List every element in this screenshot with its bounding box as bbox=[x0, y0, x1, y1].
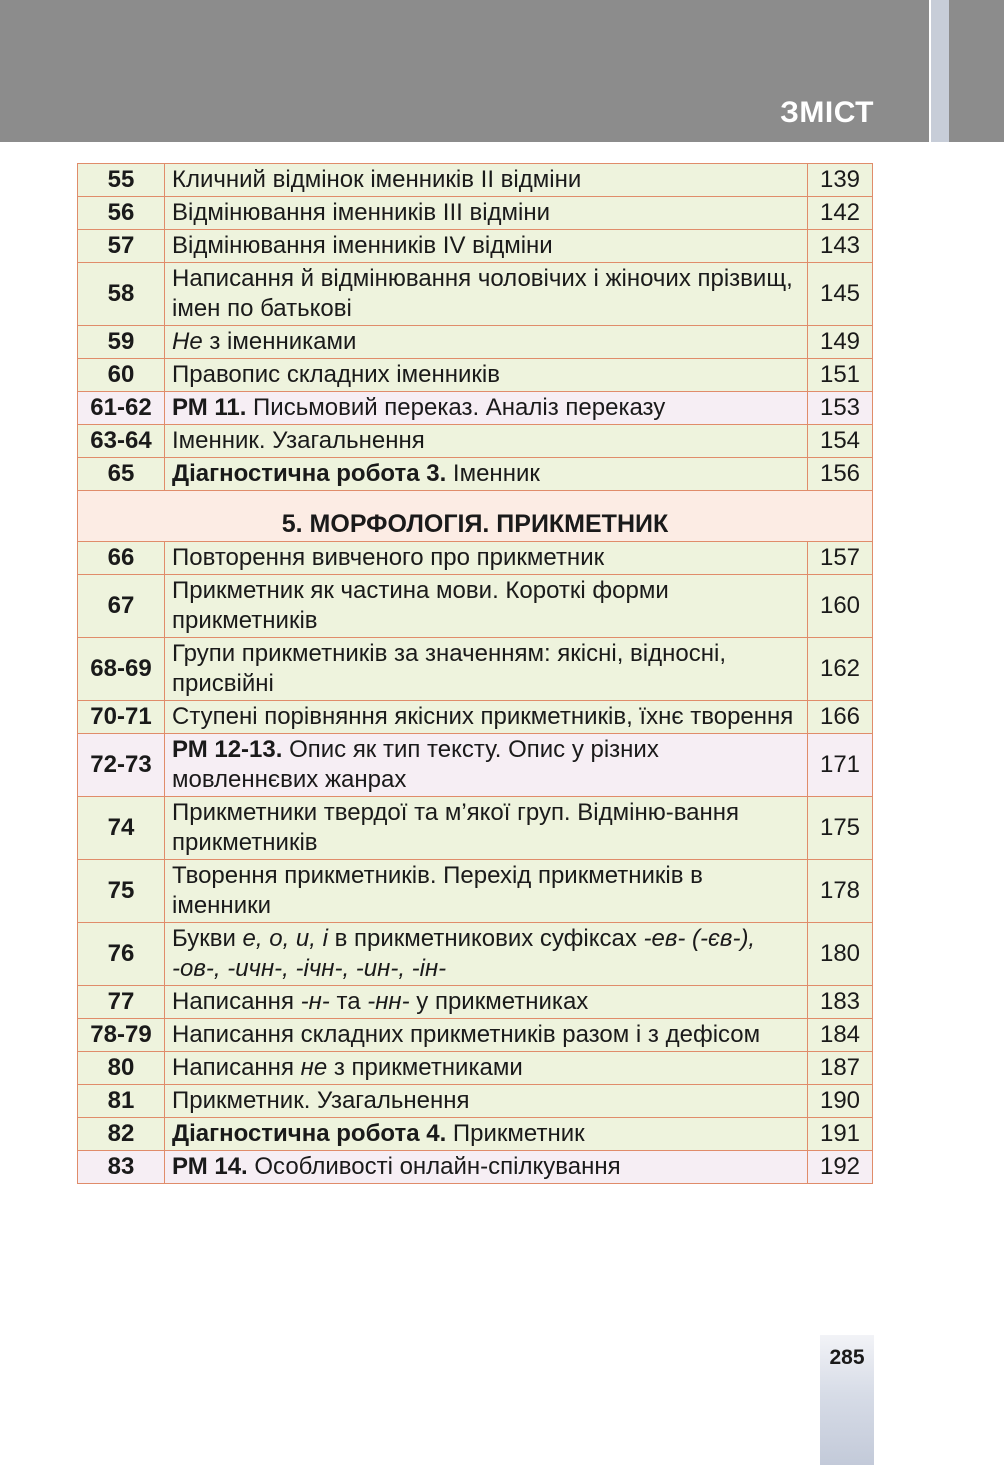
page-ref: 143 bbox=[808, 230, 873, 263]
contents-part-1 bbox=[78, 164, 873, 491]
lesson-title bbox=[165, 797, 808, 860]
lesson-number: 74 bbox=[78, 797, 165, 860]
title-text: Відмінювання іменників ІІІ відміни bbox=[172, 199, 551, 226]
title-text: Відмінювання іменників IV відміни bbox=[172, 232, 553, 259]
lesson-number: 68-69 bbox=[78, 638, 165, 701]
title-text: Ступені порівняння якісних прикметників, їхнє творення bbox=[172, 703, 794, 730]
page-ref: 162 bbox=[808, 638, 873, 701]
contents-row bbox=[78, 263, 873, 326]
section-heading: 5. МОРФОЛОГІЯ. ПРИКМЕТНИК bbox=[78, 491, 873, 542]
lesson-number: 58 bbox=[78, 263, 165, 326]
lesson-title bbox=[165, 638, 808, 701]
header-corner bbox=[949, 0, 1004, 142]
lesson-title bbox=[165, 575, 808, 638]
contents-row bbox=[78, 326, 873, 359]
lesson-number: 55 bbox=[78, 164, 165, 197]
lesson-number: 67 bbox=[78, 575, 165, 638]
contents-row bbox=[78, 860, 873, 923]
contents-row bbox=[78, 1085, 873, 1118]
lesson-number: 61-62 bbox=[78, 392, 165, 425]
title-text: Написання складних прикметників разом і з дефісом bbox=[172, 1021, 761, 1048]
lesson-title bbox=[165, 860, 808, 923]
title-text: Опис як тип тексту. Опис у різних мовленнєвих жанрах bbox=[172, 736, 659, 793]
lesson-number: 80 bbox=[78, 1052, 165, 1085]
contents-row bbox=[78, 923, 873, 986]
page-ref: 166 bbox=[808, 701, 873, 734]
lesson-number: 56 bbox=[78, 197, 165, 230]
contents-row bbox=[78, 701, 873, 734]
contents-row bbox=[78, 1019, 873, 1052]
lesson-title bbox=[165, 734, 808, 797]
page-ref: 192 bbox=[808, 1151, 873, 1184]
title-text: Написання bbox=[172, 1054, 301, 1081]
header-stripe bbox=[931, 0, 949, 142]
lesson-number: 82 bbox=[78, 1118, 165, 1151]
title-text: -н- bbox=[300, 988, 330, 1015]
title-text: Прикметники твердої та м’якої груп. Відміню-вання прикметників bbox=[172, 799, 740, 856]
page-ref: 187 bbox=[808, 1052, 873, 1085]
lesson-title bbox=[165, 392, 808, 425]
page-ref: 142 bbox=[808, 197, 873, 230]
page-ref: 156 bbox=[808, 458, 873, 491]
lesson-number: 78-79 bbox=[78, 1019, 165, 1052]
page-ref: 153 bbox=[808, 392, 873, 425]
title-text: Прикметник bbox=[446, 1120, 585, 1147]
title-text: Букви bbox=[172, 925, 243, 952]
title-text: з прикметниками bbox=[327, 1054, 523, 1081]
page-ref: 190 bbox=[808, 1085, 873, 1118]
page-ref: 184 bbox=[808, 1019, 873, 1052]
page-ref: 180 bbox=[808, 923, 873, 986]
contents-row bbox=[78, 392, 873, 425]
page-ref: 157 bbox=[808, 542, 873, 575]
title-text: Не bbox=[172, 328, 203, 355]
title-text: Діагностична робота 3. bbox=[172, 460, 447, 487]
lesson-number: 65 bbox=[78, 458, 165, 491]
title-text: Написання й відмінювання чоловічих і жіночих прізвищ, імен по батькові bbox=[172, 265, 793, 322]
title-text: не bbox=[300, 1054, 328, 1081]
lesson-title bbox=[165, 263, 808, 326]
lesson-title bbox=[165, 1052, 808, 1085]
lesson-number: 76 bbox=[78, 923, 165, 986]
title-text: Правопис складних іменників bbox=[172, 361, 500, 388]
title-text: РМ 14. bbox=[172, 1153, 248, 1180]
contents-row bbox=[78, 458, 873, 491]
contents-row bbox=[78, 797, 873, 860]
title-text: Групи прикметників за значенням: якісні, відносні, присвійні bbox=[172, 640, 726, 697]
contents-row bbox=[78, 734, 873, 797]
lesson-title bbox=[165, 359, 808, 392]
page-ref: 171 bbox=[808, 734, 873, 797]
title-text: Особливості онлайн-спілкування bbox=[247, 1153, 621, 1180]
title-text: Кличний відмінок іменників ІІ відміни bbox=[172, 166, 582, 193]
lesson-number: 59 bbox=[78, 326, 165, 359]
title-text: з іменниками bbox=[202, 328, 357, 355]
lesson-title bbox=[165, 1085, 808, 1118]
title-text: РМ 11. bbox=[172, 394, 247, 421]
title-text: у прикметниках bbox=[409, 988, 589, 1015]
lesson-title bbox=[165, 1151, 808, 1184]
lesson-title bbox=[165, 230, 808, 263]
section-label: ЗМІСТ bbox=[780, 96, 874, 129]
lesson-title bbox=[165, 1019, 808, 1052]
title-text: Прикметник. Узагальнення bbox=[172, 1087, 470, 1114]
contents-row bbox=[78, 1052, 873, 1085]
title-text: Іменник. Узагальнення bbox=[172, 427, 425, 454]
title-text: Повторення вивченого про прикметник bbox=[172, 544, 605, 571]
title-text: Написання bbox=[172, 988, 301, 1015]
contents-row bbox=[78, 359, 873, 392]
contents-table bbox=[77, 163, 873, 1184]
lesson-title bbox=[165, 986, 808, 1019]
lesson-number: 57 bbox=[78, 230, 165, 263]
title-text: Письмовий переказ. Аналіз переказу bbox=[246, 394, 666, 421]
lesson-number: 81 bbox=[78, 1085, 165, 1118]
contents-row bbox=[78, 575, 873, 638]
lesson-number: 72-73 bbox=[78, 734, 165, 797]
contents-row bbox=[78, 542, 873, 575]
title-text: Прикметник як частина мови. Короткі форми прикметників bbox=[172, 577, 669, 634]
lesson-title bbox=[165, 923, 808, 986]
contents-row bbox=[78, 986, 873, 1019]
title-text: -нн- bbox=[367, 988, 410, 1015]
page-ref: 139 bbox=[808, 164, 873, 197]
section-heading-group bbox=[78, 491, 873, 542]
lesson-title bbox=[165, 326, 808, 359]
contents-part-2 bbox=[78, 542, 873, 1184]
page-ref: 175 bbox=[808, 797, 873, 860]
contents-row bbox=[78, 197, 873, 230]
contents-row bbox=[78, 230, 873, 263]
lesson-number: 77 bbox=[78, 986, 165, 1019]
page-number: 285 bbox=[829, 1346, 865, 1369]
contents-row bbox=[78, 425, 873, 458]
title-text: Діагностична робота 4. bbox=[172, 1120, 447, 1147]
page-ref: 149 bbox=[808, 326, 873, 359]
page-ref: 191 bbox=[808, 1118, 873, 1151]
lesson-title bbox=[165, 197, 808, 230]
title-text: Творення прикметників. Перехід прикметників в іменники bbox=[172, 862, 703, 919]
lesson-number: 66 bbox=[78, 542, 165, 575]
lesson-title bbox=[165, 542, 808, 575]
lesson-title bbox=[165, 458, 808, 491]
contents-row bbox=[78, 1118, 873, 1151]
contents-row bbox=[78, 164, 873, 197]
page-ref: 154 bbox=[808, 425, 873, 458]
lesson-number: 83 bbox=[78, 1151, 165, 1184]
title-text: -ев- (-єв-), -ов-, -ичн-, -ічн-, -ин-, -ін- bbox=[172, 925, 756, 982]
title-text: РМ 12-13. bbox=[172, 736, 283, 763]
lesson-title bbox=[165, 701, 808, 734]
page-ref: 145 bbox=[808, 263, 873, 326]
lesson-title bbox=[165, 164, 808, 197]
lesson-number: 63-64 bbox=[78, 425, 165, 458]
title-text: е, о, и, і bbox=[242, 925, 328, 952]
page-ref: 178 bbox=[808, 860, 873, 923]
lesson-title bbox=[165, 1118, 808, 1151]
page-ref: 151 bbox=[808, 359, 873, 392]
page-ref: 183 bbox=[808, 986, 873, 1019]
lesson-title bbox=[165, 425, 808, 458]
section-heading-row bbox=[78, 491, 873, 542]
contents-row bbox=[78, 638, 873, 701]
page-ref: 160 bbox=[808, 575, 873, 638]
title-text: в прикметникових суфіксах bbox=[327, 925, 644, 952]
lesson-number: 60 bbox=[78, 359, 165, 392]
contents-row bbox=[78, 1151, 873, 1184]
lesson-number: 75 bbox=[78, 860, 165, 923]
title-text: та bbox=[329, 988, 368, 1015]
lesson-number: 70-71 bbox=[78, 701, 165, 734]
title-text: Іменник bbox=[446, 460, 540, 487]
